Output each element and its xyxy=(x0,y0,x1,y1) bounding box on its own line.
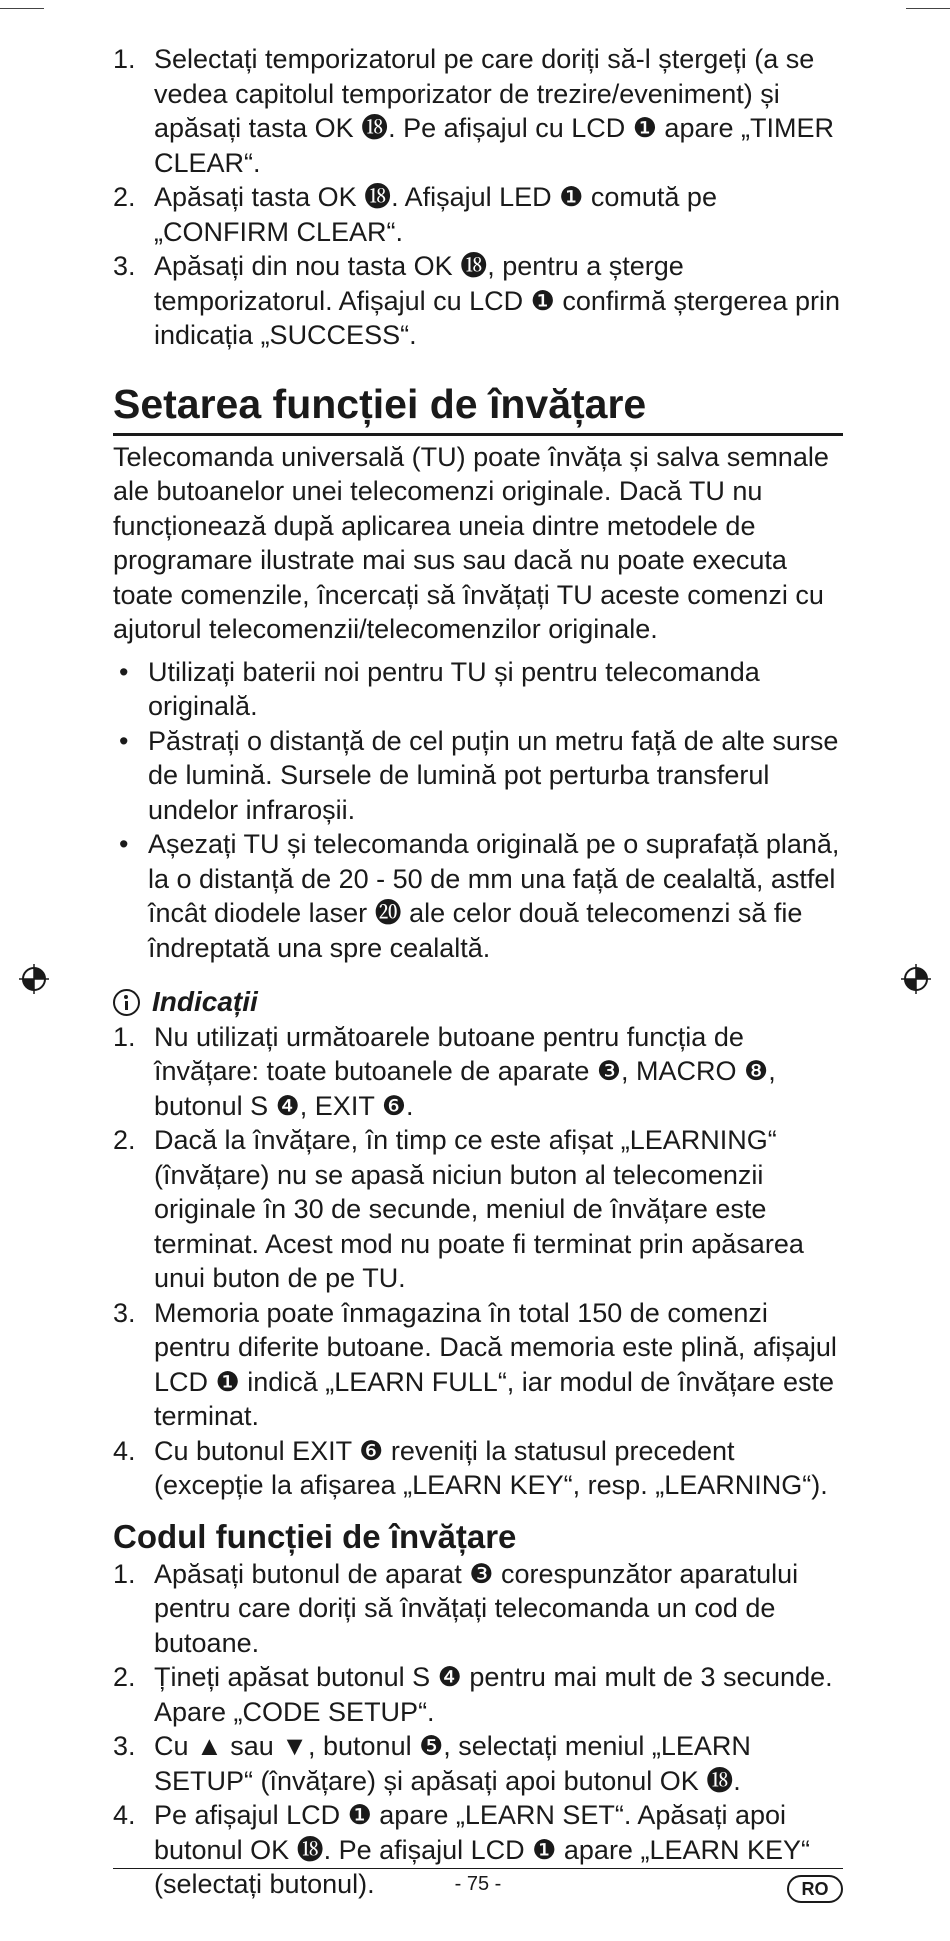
registration-mark-left xyxy=(19,964,49,994)
crop-mark-top-left xyxy=(0,8,44,9)
intro-paragraph: Telecomanda universală (TU) poate învăța și salva semnale ale butoanelor unei telecomenzi originale. Dacă TU nu funcționează după aplicarea uneia dintre metodele de programare ilustrate mai sus sau dacă nu poate executa toate comenzile, încercați să învățați TU aceste comenzi cu ajutorul telecomenzii/telecomenzilor originale. xyxy=(113,441,829,644)
list-text: Memoria poate înmagazina în total 150 de comenzi pentru diferite butoane. Dacă memoria este plină, afișajul LCD ❶ indică „LEARN FULL“, iar modul de învățare este terminat. xyxy=(154,1297,837,1431)
list-text: Apăsați butonul de aparat ❸ corespunzător aparatului pentru care doriți să învățați telecomanda un cod de butoane. xyxy=(154,1558,799,1658)
bullet-text: Așezați TU și telecomanda originală pe o suprafață plană, la o distanță de 20 - 50 de mm una față de cealaltă, astfel încât diodele laser ⓴ ale celor două telecomenzi să fie îndreptată una spre cealaltă. xyxy=(148,829,840,963)
section-heading-code: Codul funcției de învățare xyxy=(113,1517,517,1555)
list-text: Pe afișajul LCD ❶ apare „LEARN SET“. Apăsați apoi butonul OK ⓲. Pe afișajul LCD ❶ apare „LEARN KEY“ (selectați butonul). xyxy=(154,1800,810,1899)
list-number: 4. xyxy=(113,1435,136,1466)
list-text: Apăsați din nou tasta OK ⓲, pentru a șterge temporizatorul. Afișajul cu LCD ❶ confirmă ștergerea prin indicația „SUCCESS“. xyxy=(154,251,840,350)
language-badge: RO xyxy=(787,1875,843,1903)
registration-mark-right xyxy=(901,964,931,994)
bullet-mark: • xyxy=(119,829,129,859)
list-item xyxy=(113,1296,843,1434)
list-number: 2. xyxy=(113,182,136,212)
bullet-text: Utilizați baterii noi pentru TU și pentru telecomanda originală. xyxy=(148,656,760,721)
note-title: Indicații xyxy=(152,986,258,1017)
list-number: 3. xyxy=(113,251,136,281)
page-footer xyxy=(113,1868,843,1899)
note-heading xyxy=(113,985,843,1020)
list-number: 2. xyxy=(113,1662,136,1692)
list-text: Apăsați tasta OK ⓲. Afișajul LED ❶ comută pe „CONFIRM CLEAR“. xyxy=(154,182,717,247)
bullet-mark: • xyxy=(119,725,129,756)
bullet-text: Păstrați o distanță de cel puțin un metru față de alte surse de lumină. Sursele de lumină pot perturba transferul undelor infraroșii. xyxy=(148,725,839,825)
learning-prerequisites xyxy=(113,655,843,966)
bullet-item xyxy=(113,655,843,724)
list-text: Țineți apăsat butonul S ❹ pentru mai mult de 3 secunde. Apare „CODE SETUP“. xyxy=(154,1662,833,1727)
bullet-item xyxy=(113,827,843,965)
list-text: Cu butonul EXIT ❻ reveniți la statusul precedent (excepție la afișarea „LEARN KEY“, resp. „LEARNING“). xyxy=(154,1435,828,1500)
info-icon xyxy=(113,989,140,1016)
code-steps xyxy=(113,1557,843,1902)
page-number: - 75 - xyxy=(454,1873,502,1895)
crop-mark-top-right xyxy=(906,8,950,9)
list-text: Selectați temporizatorul pe care doriți să-l ștergeți (a se vedea capitolul temporizator de trezire/eveniment) și apăsați tasta OK ⓲. Pe afișajul cu LCD ❶ apare „TIMER CLEAR“. xyxy=(154,44,834,178)
list-item xyxy=(113,1020,843,1124)
bullet-item xyxy=(113,724,843,828)
list-item xyxy=(113,180,843,249)
list-number: 1. xyxy=(113,1021,136,1052)
section-heading-learning: Setarea funcției de învățare xyxy=(113,381,843,436)
notes-list xyxy=(113,1020,843,1503)
list-text: Dacă la învățare, în timp ce este afișat „LEARNING“ (învățare) nu se apasă niciun buton al telecomenzii originale în 30 de secunde, meniul de învățare este terminat. Acest mod nu poate fi terminat prin apăsarea unui buton de pe TU. xyxy=(154,1125,804,1293)
list-number: 3. xyxy=(113,1297,136,1328)
list-number: 1. xyxy=(113,1558,136,1589)
list-number: 2. xyxy=(113,1125,136,1155)
list-item xyxy=(113,1123,843,1296)
list-text: Cu ▲ sau ▼, butonul ❺, selectați meniul „LEARN SETUP“ (învățare) și apăsați apoi butonul OK ⓲. xyxy=(154,1731,751,1796)
list-item xyxy=(113,1729,843,1798)
list-item xyxy=(113,1434,843,1503)
page-content xyxy=(113,42,843,1902)
list-number: 4. xyxy=(113,1800,136,1830)
timer-clear-steps xyxy=(113,42,843,353)
list-item xyxy=(113,1557,843,1661)
list-number: 3. xyxy=(113,1731,136,1761)
bullet-mark: • xyxy=(119,656,129,687)
list-text: Nu utilizați următoarele butoane pentru funcția de învățare: toate butoanele de aparate ❸, MACRO ❽, butonul S ❹, EXIT ❻. xyxy=(154,1021,776,1121)
list-item xyxy=(113,1660,843,1729)
list-number: 1. xyxy=(113,44,136,74)
list-item xyxy=(113,42,843,180)
list-item xyxy=(113,249,843,353)
